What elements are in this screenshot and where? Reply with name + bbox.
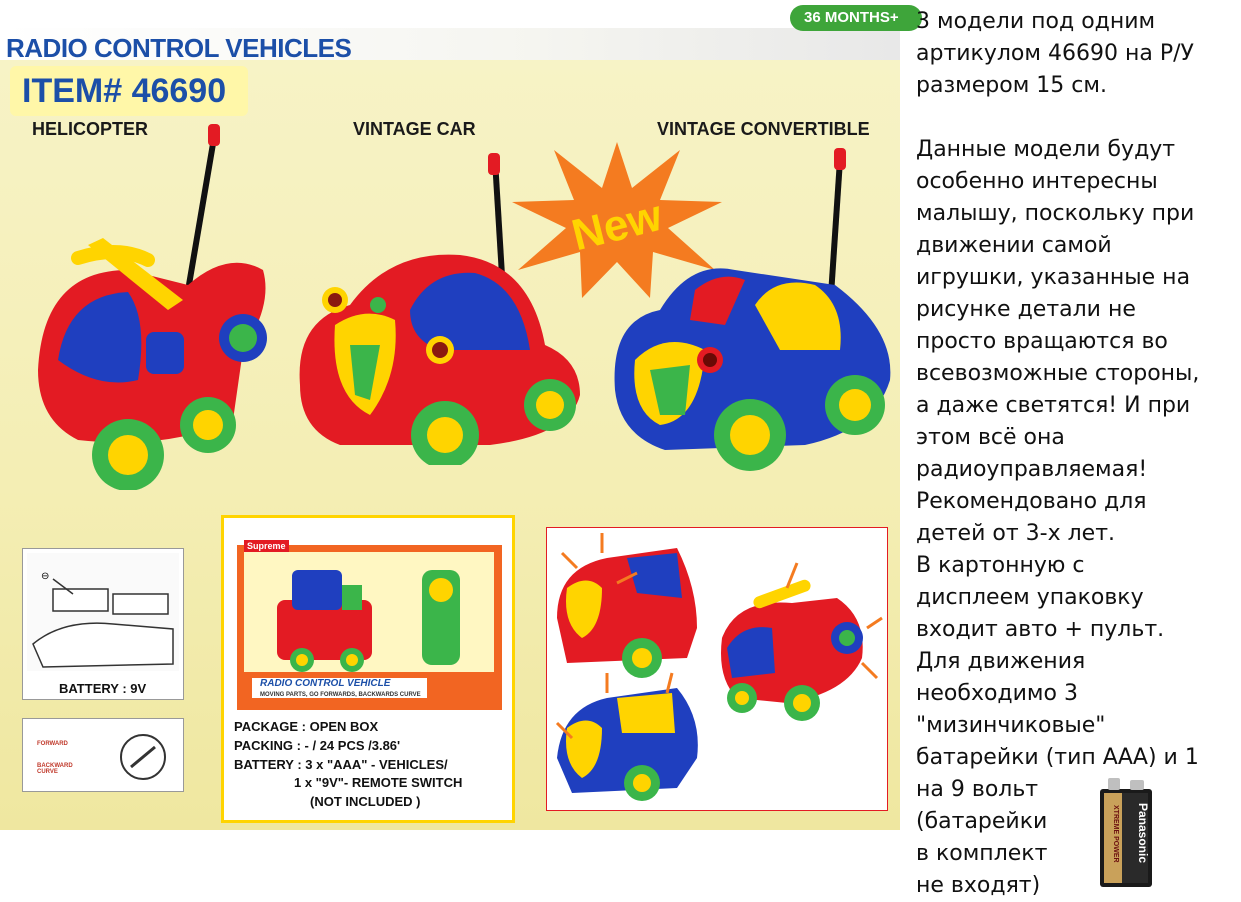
battery-subbrand: XTREME POWER [1112,805,1119,863]
description-line: дисплеем упаковку [916,585,1144,610]
package-box-title: RADIO CONTROL VEHICLE [260,678,391,689]
description-line: Для движения [916,649,1086,674]
helicopter-image [18,120,288,490]
description-line: в комплект [916,841,1048,866]
item-number: ITEM# 46690 [22,72,227,110]
product-label-vintage-convertible: VINTAGE CONVERTIBLE [657,119,870,139]
description-line: "мизинчиковые" [916,713,1106,738]
vintage-convertible-image [605,140,900,480]
description-line: входит авто + пульт. [916,617,1165,642]
backward-label: BACKWARD CURVE [37,763,73,775]
package-info-line: 1 x "9V"- REMOTE SWITCH [294,775,463,790]
description-line: не входят) [916,873,1041,898]
description-line: Рекомендовано для [916,489,1147,514]
age-badge: 36 MONTHS+ [790,5,922,31]
package-info-line: PACKING : - / 24 PCS /3.86' [234,738,401,753]
steering-dial-icon [103,727,179,785]
package-box-subtitle: MOVING PARTS, GO FORWARDS, BACKWARDS CURVE [260,692,421,698]
description-line: радиоуправляемая! [916,457,1148,482]
new-label: New [567,190,667,261]
description-line: малышу, поскольку при [916,201,1195,226]
description-line: батарейки (тип ААА) и 1 [916,745,1199,770]
description-line: просто вращаются во [916,329,1168,354]
package-brand: Supreme [244,540,289,552]
description-line: Данные модели будут [916,137,1176,162]
package-info-line: (NOT INCLUDED ) [310,794,421,809]
product-label-helicopter: HELICOPTER [32,119,149,139]
description-line: игрушки, указанные на [916,265,1191,290]
description-text [916,6,1238,902]
description-line: движении самой [916,233,1112,258]
product-label-vintage-car: VINTAGE CAR [353,119,476,139]
description-line: всевозможные стороны, [916,361,1200,386]
description-line: (батарейки [916,809,1048,834]
description-line: рисунке детали не [916,297,1136,322]
description-line: артикулом 46690 на Р/У [916,41,1194,66]
package-info-line: PACKAGE : OPEN BOX [234,719,379,734]
remote-control-diagram-panel [22,718,184,792]
package-panel [221,515,515,823]
description-line [916,102,1238,134]
description-line: В картонную с [916,553,1085,578]
svg-text:⊖: ⊖ [41,571,50,582]
feature-photos-panel [546,527,888,811]
description-line: особенно интересны [916,169,1158,194]
battery-label: BATTERY : 9V [59,681,147,696]
description-line: детей от 3-х лет. [916,521,1116,546]
package-info-line: BATTERY : 3 x "AAA" - VEHICLES/ [234,757,448,772]
9v-battery-icon [1092,775,1160,890]
catalog-title: RADIO CONTROL VEHICLES [6,33,352,63]
description-line: этом всё она [916,425,1065,450]
description-line: размером 15 см. [916,73,1107,98]
description-line: на 9 вольт [916,777,1039,802]
description-line: 3 модели под одним [916,9,1156,34]
9v-battery-image [1092,775,1160,890]
battery-brand: Panasonic [1136,803,1150,864]
forward-label: FORWARD [37,741,68,747]
description-line: необходимо 3 [916,681,1078,706]
battery-diagram-panel [22,548,184,700]
description-line: а даже светятся! И при [916,393,1191,418]
battery-diagram [23,549,183,674]
feature-photos [547,528,887,810]
